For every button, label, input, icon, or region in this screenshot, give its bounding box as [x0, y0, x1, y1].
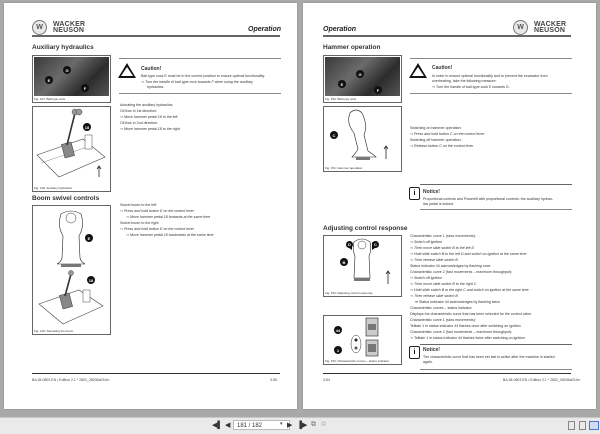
figure-caption: Fig. 153: Characteristic curves – status indicator	[325, 359, 390, 363]
step-arrow-icon: ⇒	[410, 276, 414, 280]
step-arrow-icon: ⇒	[120, 127, 124, 131]
step-arrow-icon: ⇒	[410, 288, 414, 292]
caution-title: Caution!	[141, 66, 162, 72]
body-line: Characteristic curve 1 (slow movements):	[410, 234, 476, 238]
brand-logo	[513, 20, 566, 35]
body-line: Hold slide switch B to the left D and switch on ignition at the same time	[414, 252, 527, 256]
info-icon: i	[409, 346, 420, 359]
step-arrow-icon: ⇒	[410, 336, 414, 340]
page-right	[303, 3, 596, 409]
caution-instruction: Turn the handle of ball-type cock towards F when using the auxiliary	[145, 80, 253, 84]
caution-instruction-cont: hydraulics.	[147, 85, 165, 89]
callout-f: F	[81, 84, 89, 92]
body-line: Then release slide switch B	[414, 258, 458, 262]
body-line: Actuating the auxiliary hydraulics:	[120, 103, 174, 107]
warning-triangle-icon	[409, 63, 427, 78]
callout-e: E	[338, 80, 346, 88]
figure-hammer-operation	[323, 106, 402, 172]
caution-title: Caution!	[432, 65, 453, 71]
body-line: Characteristic curve 2 (fast movements – maximum throughput):	[410, 270, 513, 274]
step-arrow-icon: ⇒	[141, 80, 145, 84]
callout-e: E	[45, 76, 53, 84]
brand-line1: WACKER	[53, 20, 86, 28]
body-line: Characteristic curve 2 (fast movements – maximum throughput):	[410, 330, 513, 334]
brand-line2: NEUSON	[534, 26, 566, 34]
step-arrow-icon: ⇒	[120, 227, 124, 231]
body-line: Oil flow in 2nd direction:	[120, 121, 159, 125]
caution-text: In order to ensure optimal functionality and to prevent the excavator from	[432, 74, 548, 78]
body-line: Telltale 1 in status indicator 44 flashes once after switching on ignition	[410, 324, 521, 328]
body-line: Swivel boom to the right:	[120, 221, 160, 225]
result-arrow-icon: ➡	[415, 300, 419, 304]
caution-text: Ball-type cock E must be in the correct position to ensure optimal functionality.	[141, 74, 265, 78]
notice-title: Notice!	[423, 347, 440, 353]
step-arrow-icon: ⇒	[410, 282, 414, 286]
notice-text-cont: again.	[423, 360, 433, 364]
figure-auxiliary-hydraulics	[32, 106, 111, 192]
footer-doc-id: BA 28-0803 EN • Edition 2.1 * 2802_28036a03.fm	[32, 378, 110, 382]
previous-page-icon[interactable]: ◀	[225, 422, 231, 429]
wacker-logo-icon: W	[513, 20, 528, 35]
body-line: Then release slide switch B	[414, 294, 458, 298]
page-left	[4, 3, 297, 409]
navigation-toolbar	[0, 417, 600, 434]
brand-line2: NEUSON	[53, 26, 85, 34]
step-arrow-icon: ⇒	[410, 132, 414, 136]
single-page-view-icon[interactable]	[568, 421, 575, 430]
figure-ball-type-cock	[323, 55, 402, 103]
first-page-icon[interactable]: ◀▌	[212, 422, 223, 429]
callout-e: E	[85, 234, 93, 242]
info-icon: i	[409, 187, 420, 200]
step-arrow-icon: ⇒	[126, 215, 130, 219]
body-line: Swivel boom to the left:	[120, 203, 158, 207]
callout-44: 44	[335, 327, 341, 333]
footer-rule	[32, 373, 280, 374]
step-arrow-icon: ⇒	[410, 246, 414, 250]
notice-text-cont: lics pedal is locked.	[423, 202, 454, 206]
header-rule	[32, 35, 280, 37]
callout-g: G	[63, 66, 71, 74]
body-line: Hold slide switch B to the right C and switch on ignition at the same time	[414, 288, 529, 292]
body-line: Press and hold button E on the control lever	[124, 227, 194, 231]
callout-f: F	[374, 86, 382, 94]
wacker-logo-icon: W	[32, 20, 47, 35]
step-arrow-icon: ⇒	[410, 252, 414, 256]
body-line: Switch off ignition	[414, 240, 442, 244]
notice-text: The characteristic curve that has been set last is active after the machine is started	[423, 355, 555, 359]
body-line: Displays the characteristic curve that has been selected for the control valve.	[410, 312, 533, 316]
brand-line1: WACKER	[534, 20, 567, 28]
body-line: Press and hold button C on the control lever	[414, 132, 485, 136]
page-dropdown-icon[interactable]: ▾	[280, 421, 283, 427]
body-line: Press and hold button E on the control lever	[124, 209, 194, 213]
lever-slide-switch-drawing	[324, 236, 401, 290]
body-line: Characteristic curve 1 (slow movements):	[410, 318, 476, 322]
brand-logo	[32, 20, 85, 35]
notice-title: Notice!	[423, 189, 440, 195]
figure-caption: Fig. 147: Ball-type cock	[34, 97, 66, 101]
footer-rule	[323, 373, 571, 374]
header-section-title: Operation	[248, 26, 282, 33]
continuous-view-icon[interactable]	[579, 421, 586, 430]
page-number-input[interactable]: 181 / 182	[233, 420, 290, 430]
callout-1: 1	[334, 346, 342, 354]
callout-c: C	[330, 131, 338, 139]
section-title-boom-swivel: Boom swivel controls	[32, 195, 100, 202]
figure-caption: Fig. 152: Adjusting control response	[325, 291, 373, 295]
body-line: Then move slide switch B to the left D	[414, 246, 475, 250]
callout-b: B	[340, 258, 348, 266]
last-page-icon[interactable]: ▐▶	[297, 422, 308, 429]
header-section-title: Operation	[323, 26, 357, 33]
footer-page-number: 3-54	[323, 378, 331, 382]
step-arrow-icon: ⇒	[432, 85, 436, 89]
figure-ball-type-cock	[32, 55, 111, 103]
body-line: Characteristic curves – status indicator	[410, 306, 472, 310]
section-title-auxiliary-hydraulics: Auxiliary hydraulics	[32, 44, 94, 51]
step-arrow-icon: ⇒	[120, 115, 124, 119]
footer-doc-id: BA 28-0803 EN • Edition 2.1 * 2802_28036a03.fm	[503, 378, 581, 382]
callout-d: D	[346, 241, 353, 248]
section-title-hammer-operation: Hammer operation	[323, 44, 381, 51]
figure-caption: Fig. 151: Hammer operation	[325, 166, 363, 170]
body-line: Release button C on the control lever	[414, 144, 474, 148]
body-line: Move hammer pedal 18 backwards at the same time	[130, 233, 214, 237]
body-line: Move hammer pedal 18 to the left	[124, 115, 178, 119]
body-line: Then move slide switch B to the right C	[414, 282, 477, 286]
figure-adjusting-control-response	[323, 235, 402, 297]
two-page-view-icon[interactable]	[589, 421, 599, 430]
footer-page-number: 3-55	[270, 378, 278, 382]
next-page-icon[interactable]: ▶	[287, 422, 293, 429]
body-line: Move hammer pedal 18 to the right	[124, 127, 180, 131]
section-title-adjusting-control-response: Adjusting control response	[323, 225, 408, 232]
header-rule	[323, 35, 571, 37]
figure-status-indicator	[323, 315, 402, 365]
caution-instruction: Turn the handle of ball-type cock E towards G.	[435, 85, 510, 89]
step-arrow-icon: ⇒	[410, 258, 414, 262]
step-arrow-icon: ⇒	[410, 240, 414, 244]
figure-caption: Fig. 150: Ball-type cock	[325, 97, 357, 101]
body-line: Oil flow in 1st direction:	[120, 109, 157, 113]
body-line: Status indicator 44 acknowledges by flashing twice	[419, 300, 500, 304]
figure-caption: Fig. 148: Auxiliary hydraulics	[34, 186, 73, 190]
caution-text-cont: overheating, take the following measure:	[432, 79, 497, 83]
control-lever-and-pedal-drawing	[33, 206, 110, 328]
warning-triangle-icon	[118, 63, 136, 78]
callout-18: 18	[88, 277, 94, 283]
callout-c: C	[372, 241, 379, 248]
body-line: Telltale 1 in status indicator 44 flashes twice after switching on ignition	[413, 336, 526, 340]
callout-g: G	[356, 70, 364, 78]
hammer-pedal-drawing	[33, 107, 110, 185]
step-arrow-icon: ⇒	[120, 209, 124, 213]
body-line: Switching on hammer operation:	[410, 126, 462, 130]
body-line: Status indicator 44 acknowledges by flashing once	[410, 264, 491, 268]
paste-icon[interactable]: ⧉	[321, 421, 326, 428]
figure-swivelling-boom	[32, 205, 111, 335]
body-line: Switching off hammer operation:	[410, 138, 462, 142]
copy-icon[interactable]: ⧉	[311, 421, 316, 428]
step-arrow-icon: ⇒	[410, 144, 414, 148]
body-line: Switch off ignition	[414, 276, 442, 280]
body-line: Move hammer pedal 18 forwards at the same time	[130, 215, 211, 219]
step-arrow-icon: ⇒	[410, 294, 414, 298]
notice-text: Proportional controls and Powertilt with proportional controls: the auxiliary hydrau-	[423, 197, 554, 201]
step-arrow-icon: ⇒	[126, 233, 130, 237]
figure-caption: Fig. 149: Swivelling the boom	[34, 329, 74, 333]
callout-18: 18	[84, 124, 90, 130]
